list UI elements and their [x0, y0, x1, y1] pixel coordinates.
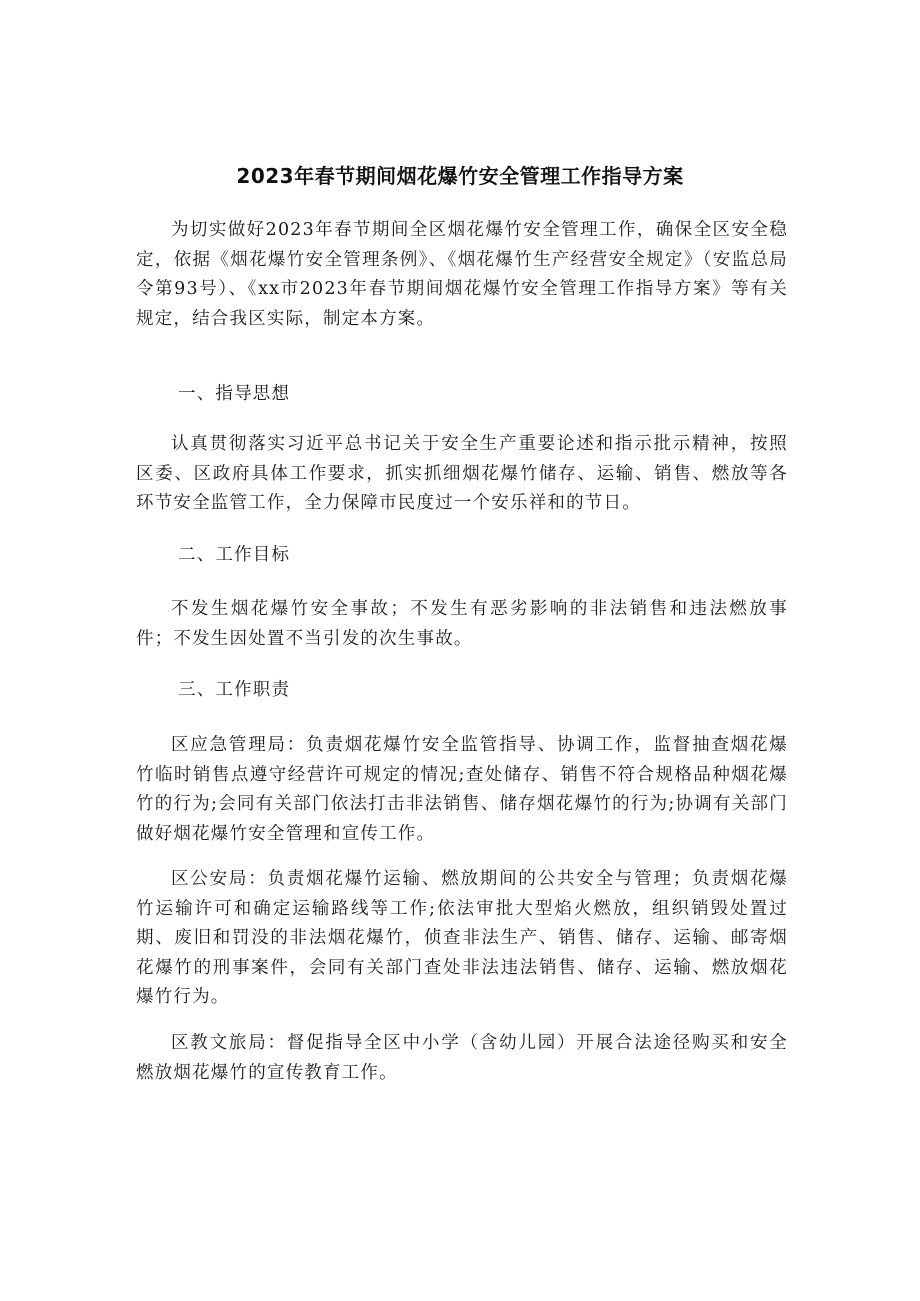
section-heading-responsibilities: 三、工作职责	[178, 680, 291, 700]
work-goals-paragraph: 不发生烟花爆竹安全事故；不发生有恶劣影响的非法销售和违法燃放事件；不发生因处置不当引发的次生事故。	[136, 599, 788, 649]
section-heading-work-goals: 二、工作目标	[178, 545, 291, 565]
emergency-bureau-paragraph: 区应急管理局：负责烟花爆竹安全监管指导、协调工作，监督抽查烟花爆竹临时销售点遵守经营许可规定的情况;查处储存、销售不符合规格品种烟花爆竹的行为;会同有关部门依法打击非法销售、储存烟花爆竹的行为;协调有关部门做好烟花爆竹安全管理和宣传工作。	[136, 735, 788, 844]
guiding-ideology-paragraph: 认真贯彻落实习近平总书记关于安全生产重要论述和指示批示精神，按照区委、区政府具体工作要求，抓实抓细烟花爆竹储存、运输、销售、燃放等各环节安全监管工作，全力保障市民度过一个安乐祥和的节日。	[136, 434, 788, 513]
section-heading-guiding-ideology: 一、指导思想	[178, 384, 291, 404]
public-security-paragraph: 区公安局：负责烟花爆竹运输、燃放期间的公共安全与管理；负责烟花爆竹运输许可和确定运输路线等工作;依法审批大型焰火燃放，组织销毁处置过期、废旧和罚没的非法烟花爆竹，侦查非法生产、销售、储存、运输、邮寄烟花爆竹的刑事案件，会同有关部门查处非法违法销售、储存、运输、燃放烟花爆竹行为。	[136, 869, 788, 1007]
education-culture-tourism-paragraph: 区教文旅局：督促指导全区中小学（含幼儿园）开展合法途径购买和安全燃放烟花爆竹的宣传教育工作。	[136, 1033, 788, 1083]
intro-paragraph: 为切实做好2023年春节期间全区烟花爆竹安全管理工作，确保全区安全稳定，依据《烟花爆竹安全管理条例》、《烟花爆竹生产经营安全规定》（安监总局令第93号）、《xx市2023年春节期间烟花爆竹安全管理工作指导方案》等有关规定，结合我区实际，制定本方案。	[136, 220, 788, 329]
document-title: 2023年春节期间烟花爆竹安全管理工作指导方案	[236, 164, 684, 188]
